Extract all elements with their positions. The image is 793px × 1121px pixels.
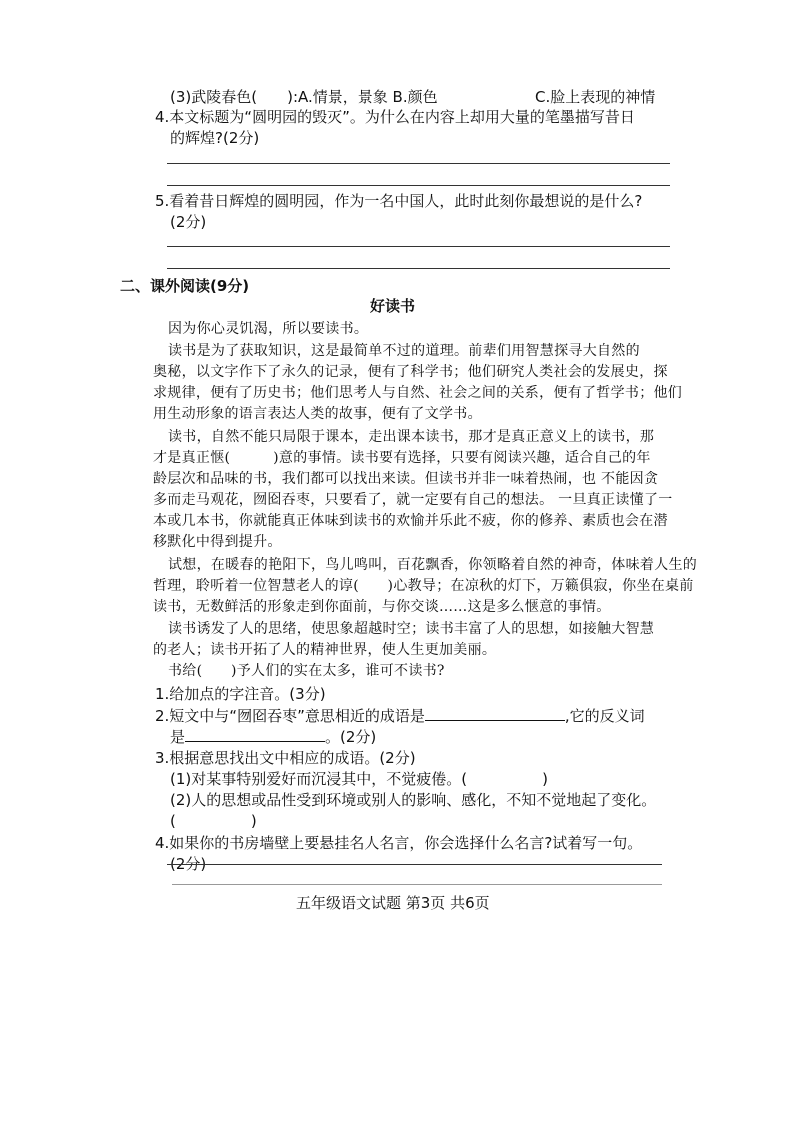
answer-blank[interactable]	[425, 704, 565, 721]
footer-divider	[172, 884, 662, 885]
question-text: 2.短文中与“囫囵吞枣”意思相近的成语是	[155, 707, 425, 725]
paragraph-line: 读书，自然不能只局限于课本，走出课本读书，那才是真正意义上的读书，那	[168, 429, 655, 445]
question-5: 5.看着昔日辉煌的圆明园，作为一名中国人，此时此刻你最想说的是什么?	[155, 192, 643, 210]
reading-question-4: 4.如果你的书房墙壁上要悬挂名人名言，你会选择什么名言?试着写一句。	[155, 834, 643, 852]
paragraph-line: 读书是为了获取知识，这是最简单不过的道理。前辈们用智慧探寻大自然的	[168, 343, 640, 359]
section-heading: 二、课外阅读(9分)	[120, 277, 250, 295]
answer-line[interactable]	[167, 163, 670, 164]
answer-blank[interactable]	[185, 725, 325, 742]
page-footer: 五年级语文试题 第3页 共6页	[296, 894, 490, 912]
paragraph-1: 因为你心灵饥渴，所以要读书。	[168, 321, 369, 337]
paragraph-line: 读书，无数鲜活的形象走到你面前，与你交谈……这是多么惬意的事情。	[153, 599, 611, 615]
paragraph-line: 读书诱发了人的思绪，使思象超越时空；读书丰富了人的思想，如接触大智慧	[168, 621, 655, 637]
q3-option-line	[170, 86, 438, 107]
question-4-cont: 的辉煌?(2分)	[170, 129, 260, 147]
answer-line[interactable]	[167, 246, 670, 247]
paragraph-line: 龄层次和品味的书，我们都可以找出来读。但读书并非一味着热闹，也 不能因贪	[153, 471, 659, 487]
paragraph-line: 移默化中得到提升。	[153, 534, 282, 550]
paragraph-line: 求规律，便有了历史书；他们思考人与自然、社会之间的关系，便有了哲学书；他们	[153, 385, 683, 401]
paragraph-line: 奥秘，以文字作下了永久的记录，便有了科学书；他们研究人类社会的发展史，探	[153, 364, 668, 380]
paragraph-6: 书给( )予人们的实在太多，谁可不读书?	[168, 663, 445, 679]
reading-question-2-cont	[170, 725, 376, 747]
paragraph-line: 哲理，聆听着一位智慧老人的谆( )心教导；在凉秋的灯下，万籁俱寂，你坐在桌前	[153, 578, 694, 594]
paragraph-line: 用生动形象的语言表达人类的故事，便有了文学书。	[153, 406, 482, 422]
reading-question-3-2: (2)人的思想或品性受到环境或别人的影响、感化，不知不觉地起了变化。	[170, 791, 657, 809]
paragraph-line: 才是真正惬( )意的事情。读书要有选择，只要有阅读兴趣，适合自己的年	[153, 450, 651, 466]
paragraph-line: 多而走马观花，囫囵吞枣，只要看了，就一定要有自己的想法。 一旦真正读懂了一	[153, 492, 673, 508]
question-text: ,它的反义词	[564, 707, 645, 725]
reading-question-3: 3.根据意思找出文中相应的成语。(2分)	[155, 749, 416, 767]
reading-question-4-cont: (2分)	[170, 855, 207, 873]
question-text: 是	[170, 728, 186, 746]
question-5-cont: (2分)	[170, 213, 207, 231]
paragraph-line: 本或几本书，你就能真正体味到读书的欢愉并乐此不疲，你的修养、素质也会在潜	[153, 513, 668, 529]
answer-line[interactable]	[167, 185, 670, 186]
answer-blank[interactable]: ( )	[170, 812, 257, 830]
paragraph-line: 试想，在暖春的艳阳下，鸟儿鸣叫，百花飘香，你领略着自然的神奇，体味着人生的	[168, 557, 698, 573]
article-title: 好读书	[370, 297, 416, 315]
q3-option-c: C.脸上表现的神情	[535, 88, 656, 106]
q3-options-ab: (3)武陵春色( ):A.情景，景象 B.颜色	[170, 88, 438, 106]
question-4: 4.本文标题为“圆明园的毁灭”。为什么在内容上却用大量的笔墨描写昔日	[155, 108, 635, 126]
answer-line[interactable]	[167, 864, 662, 865]
reading-question-2	[155, 704, 645, 726]
reading-question-1: 1.给加点的字注音。(3分)	[155, 685, 326, 703]
answer-line[interactable]	[167, 268, 670, 269]
paragraph-line: 的老人；读书开拓了人的精神世界，使人生更加美丽。	[153, 642, 497, 658]
question-text: 。(2分)	[325, 728, 377, 746]
reading-question-3-1: (1)对某事特别爱好而沉浸其中，不觉疲倦。( )	[170, 770, 548, 788]
